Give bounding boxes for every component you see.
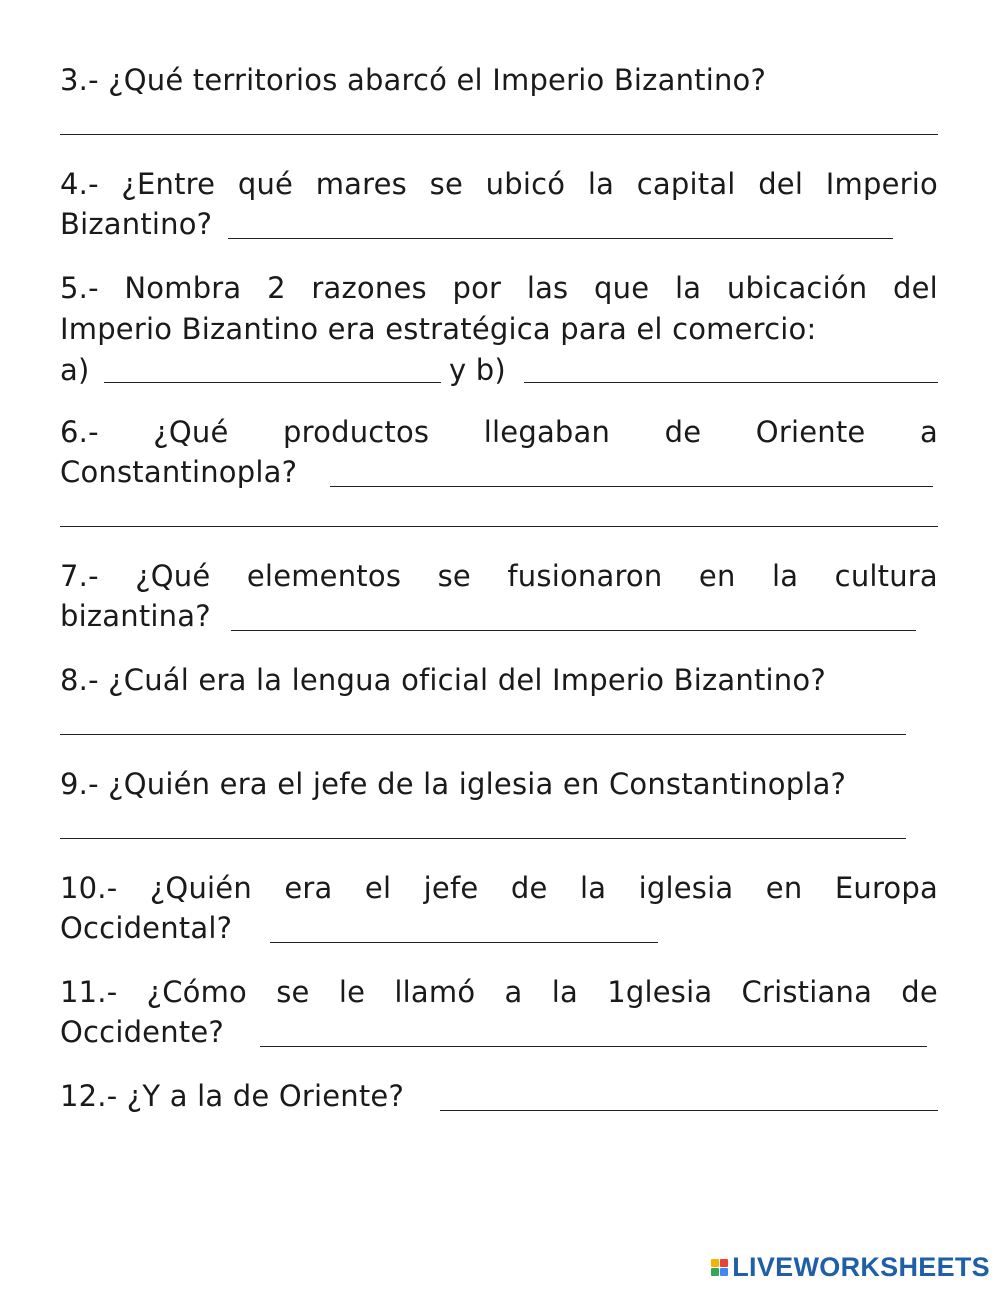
word: jefe [423, 871, 479, 905]
word: las [526, 271, 569, 305]
word: que [594, 271, 650, 305]
answer-12-blank-line[interactable] [440, 1110, 938, 1111]
question-10-line2: Occidental? [60, 911, 233, 945]
word: del [893, 271, 938, 305]
logo-block-2 [720, 1259, 728, 1267]
question-4-line1 [60, 164, 938, 204]
word: mares [315, 167, 407, 201]
question-7-line2: bizantina? [60, 599, 211, 633]
answer-9-blank-line[interactable] [60, 838, 906, 839]
word: la [579, 871, 607, 905]
word: en [698, 559, 736, 593]
word: ¿Qué [135, 559, 211, 593]
word: llamó [394, 975, 476, 1009]
word: ¿Entre [121, 167, 216, 201]
word: le [338, 975, 366, 1009]
logo-block-1 [711, 1259, 719, 1267]
word: 1glesia [607, 975, 713, 1009]
word: llegaban [483, 415, 611, 449]
answer-6-blank-line-1[interactable] [330, 486, 933, 487]
question-3-text: 3.- ¿Qué territorios abarcó el Imperio Bizantino? [60, 63, 767, 97]
word: cultura [834, 559, 938, 593]
answer-7-blank-line[interactable] [231, 630, 916, 631]
word: la [771, 559, 799, 593]
liveworksheets-logo [711, 1252, 990, 1283]
question-5-line1 [60, 268, 938, 308]
word: iglesia [638, 871, 734, 905]
word: a [504, 975, 523, 1009]
word: Cristiana [741, 975, 873, 1009]
word: productos [283, 415, 430, 449]
logo-blocks-icon [711, 1259, 728, 1276]
word: a [919, 415, 938, 449]
question-4-line2: Bizantino? [60, 207, 213, 241]
word: de [664, 415, 702, 449]
answer-6-blank-line-2[interactable] [60, 526, 938, 527]
answer-5b-blank-line[interactable] [524, 382, 938, 383]
word: ¿Quién [149, 871, 252, 905]
word: la [587, 167, 615, 201]
question-11-line1 [60, 972, 938, 1012]
word: de [901, 975, 938, 1009]
word: por [452, 271, 502, 305]
question-6-line2: Constantinopla? [60, 455, 298, 489]
word: ubicó [485, 167, 566, 201]
word: razones [311, 271, 427, 305]
word: ubicación [726, 271, 868, 305]
answer-5a-blank-line[interactable] [104, 382, 441, 383]
word: Europa [834, 871, 938, 905]
question-6-line1 [60, 412, 938, 452]
question-5-b-label: y b) [449, 353, 506, 387]
question-10-line1 [60, 868, 938, 908]
word: el [364, 871, 392, 905]
question-7-line1 [60, 556, 938, 596]
word: Imperio [825, 167, 938, 201]
word: la [674, 271, 702, 305]
word: ¿Cómo [146, 975, 248, 1009]
answer-4-blank-line[interactable] [228, 238, 893, 239]
word: ¿Qué [153, 415, 229, 449]
word: del [758, 167, 804, 201]
word: en [765, 871, 803, 905]
question-11-line2: Occidente? [60, 1015, 225, 1049]
word: Oriente [755, 415, 866, 449]
logo-block-3 [711, 1268, 719, 1276]
word: 6.- [60, 415, 99, 449]
word: la [551, 975, 578, 1009]
word: qué [237, 167, 294, 201]
word: de [510, 871, 548, 905]
question-12-text: 12.- ¿Y a la de Oriente? [60, 1079, 405, 1113]
word: 4.- [60, 167, 99, 201]
answer-10-blank-line[interactable] [270, 942, 658, 943]
logo-block-4 [720, 1268, 728, 1276]
question-9-text: 9.- ¿Quién era el jefe de la iglesia en Constantinopla? [60, 767, 847, 801]
word: 7.- [60, 559, 99, 593]
word: fusionaron [507, 559, 663, 593]
word: capital [636, 167, 736, 201]
answer-3-blank-line[interactable] [60, 134, 938, 135]
word: elementos [246, 559, 402, 593]
answer-11-blank-line[interactable] [260, 1046, 927, 1047]
word: 10.- [60, 871, 118, 905]
word: 11.- [60, 975, 118, 1009]
word: Nombra [124, 271, 242, 305]
word: 5.- [60, 271, 99, 305]
word: era [284, 871, 333, 905]
question-5-line2: Imperio Bizantino era estratégica para el comercio: [60, 312, 817, 346]
word: 2 [267, 271, 286, 305]
question-5-a-label: a) [60, 353, 90, 387]
logo-brand-text: LIVEWORKSHEETS [732, 1252, 990, 1282]
word: se [276, 975, 310, 1009]
word: se [429, 167, 464, 201]
question-8-text: 8.- ¿Cuál era la lengua oficial del Imperio Bizantino? [60, 663, 826, 697]
word: se [437, 559, 471, 593]
answer-8-blank-line[interactable] [60, 734, 906, 735]
